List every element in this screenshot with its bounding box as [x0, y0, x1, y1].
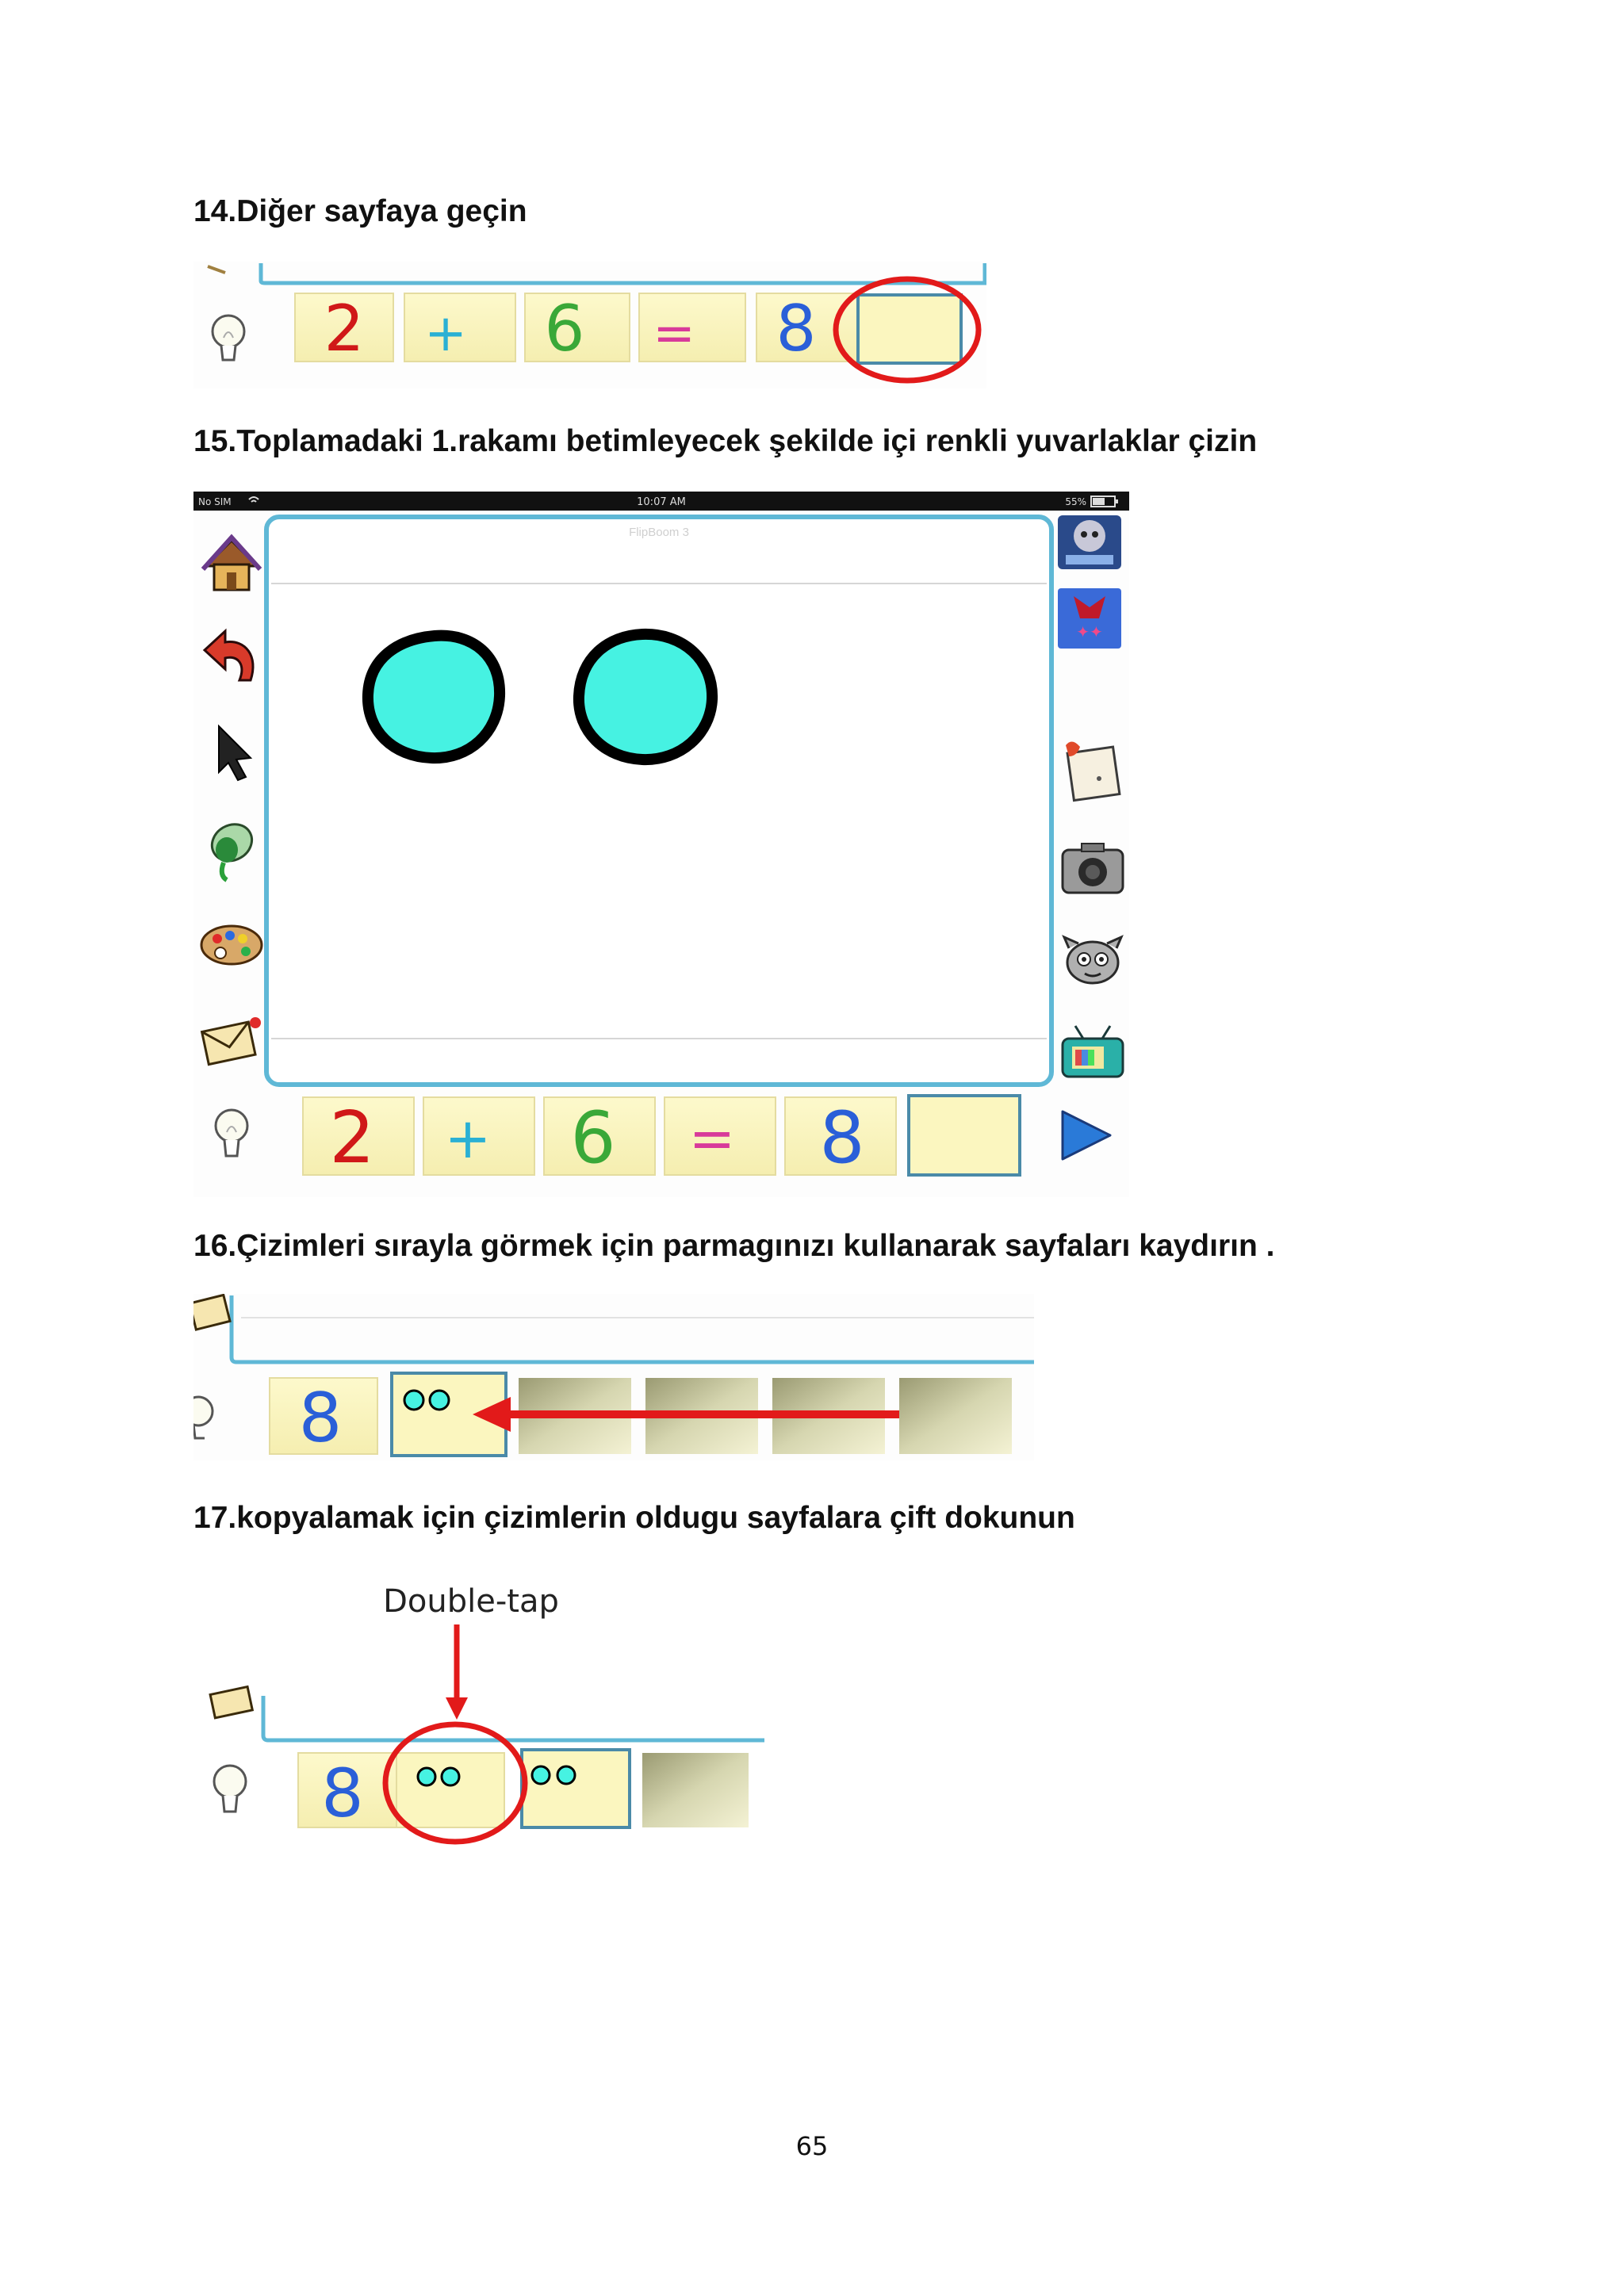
note-card-blank-current-page[interactable] [909, 1096, 1020, 1175]
card-label: 8 [819, 1096, 865, 1180]
drawn-circle-1 [368, 636, 500, 758]
character-badge-icon[interactable] [1058, 515, 1121, 569]
camera-icon[interactable] [1063, 844, 1123, 893]
card-label: 2 [329, 1096, 375, 1180]
card-label: = [688, 1106, 736, 1171]
card-label: 6 [570, 1096, 616, 1180]
note-card-2[interactable] [295, 292, 393, 365]
empty-page-card[interactable] [899, 1378, 1012, 1454]
mini-circle [557, 1766, 575, 1784]
note-card-8[interactable] [785, 1096, 896, 1180]
palette-icon[interactable] [201, 926, 262, 964]
step-16-heading: 16.Çizimleri sırayla görmek için parmagınızı kullanarak sayfaları kaydırın . [193, 1229, 1275, 1263]
card-label: = [653, 304, 695, 363]
page-number: 65 [795, 2131, 829, 2161]
step-14-heading: 14.Diğer sayfaya geçin [193, 194, 527, 228]
note-card-2[interactable] [303, 1096, 414, 1180]
mini-circle [442, 1768, 459, 1785]
mini-circle [404, 1391, 423, 1410]
app-title: FlipBoom 3 [629, 526, 689, 539]
note-card-plus[interactable] [423, 1097, 534, 1175]
double-tap-callout: Double-tap [383, 1583, 559, 1620]
mini-circle [532, 1766, 550, 1784]
promo-badge-icon[interactable] [1058, 588, 1121, 649]
status-bar [193, 492, 1129, 511]
drawn-circle-2 [579, 634, 712, 760]
battery-text: 55% [1065, 496, 1086, 507]
note-card-equals[interactable] [665, 1097, 776, 1175]
note-card-8[interactable] [270, 1378, 377, 1458]
step-15-screenshot [193, 492, 1129, 1197]
carrier-text: No SIM [198, 496, 232, 507]
note-card-blank-next-page[interactable] [858, 295, 961, 363]
face-icon[interactable] [1064, 937, 1121, 983]
card-label: 2 [324, 292, 365, 365]
note-card-6[interactable] [544, 1096, 655, 1180]
mini-circle [418, 1768, 435, 1785]
svg-text:✦✦: ✦✦ [1076, 622, 1103, 641]
note-card-drawing-2[interactable] [522, 1750, 630, 1827]
step-17-heading: 17.kopyalamak için çizimlerin oldugu sayfalara çift dokunun [193, 1501, 1075, 1535]
note-card-plus[interactable] [404, 293, 515, 363]
note-card-6[interactable] [525, 292, 630, 365]
card-label: 8 [776, 292, 817, 365]
mini-circle [430, 1391, 449, 1410]
note-card-drawing-1[interactable] [396, 1753, 504, 1827]
step-17-screenshot [193, 1566, 764, 1851]
step-16-screenshot [193, 1294, 1034, 1460]
card-digit: 8 [298, 1379, 343, 1458]
step-15-heading: 15.Toplamadaki 1.rakamı betimleyecek şekilde içi renkli yuvarlaklar çizin [193, 424, 1258, 458]
photo-icon[interactable] [1066, 741, 1120, 800]
card-label: 8 [321, 1755, 364, 1832]
clock-text: 10:07 AM [637, 496, 686, 508]
card-label: 6 [544, 292, 585, 365]
note-card-equals[interactable] [639, 293, 745, 363]
empty-page-card[interactable] [642, 1753, 749, 1827]
step-14-screenshot [193, 262, 986, 388]
card-label: + [444, 1106, 492, 1171]
card-label: + [424, 304, 467, 363]
drawing-canvas[interactable] [266, 517, 1051, 1085]
